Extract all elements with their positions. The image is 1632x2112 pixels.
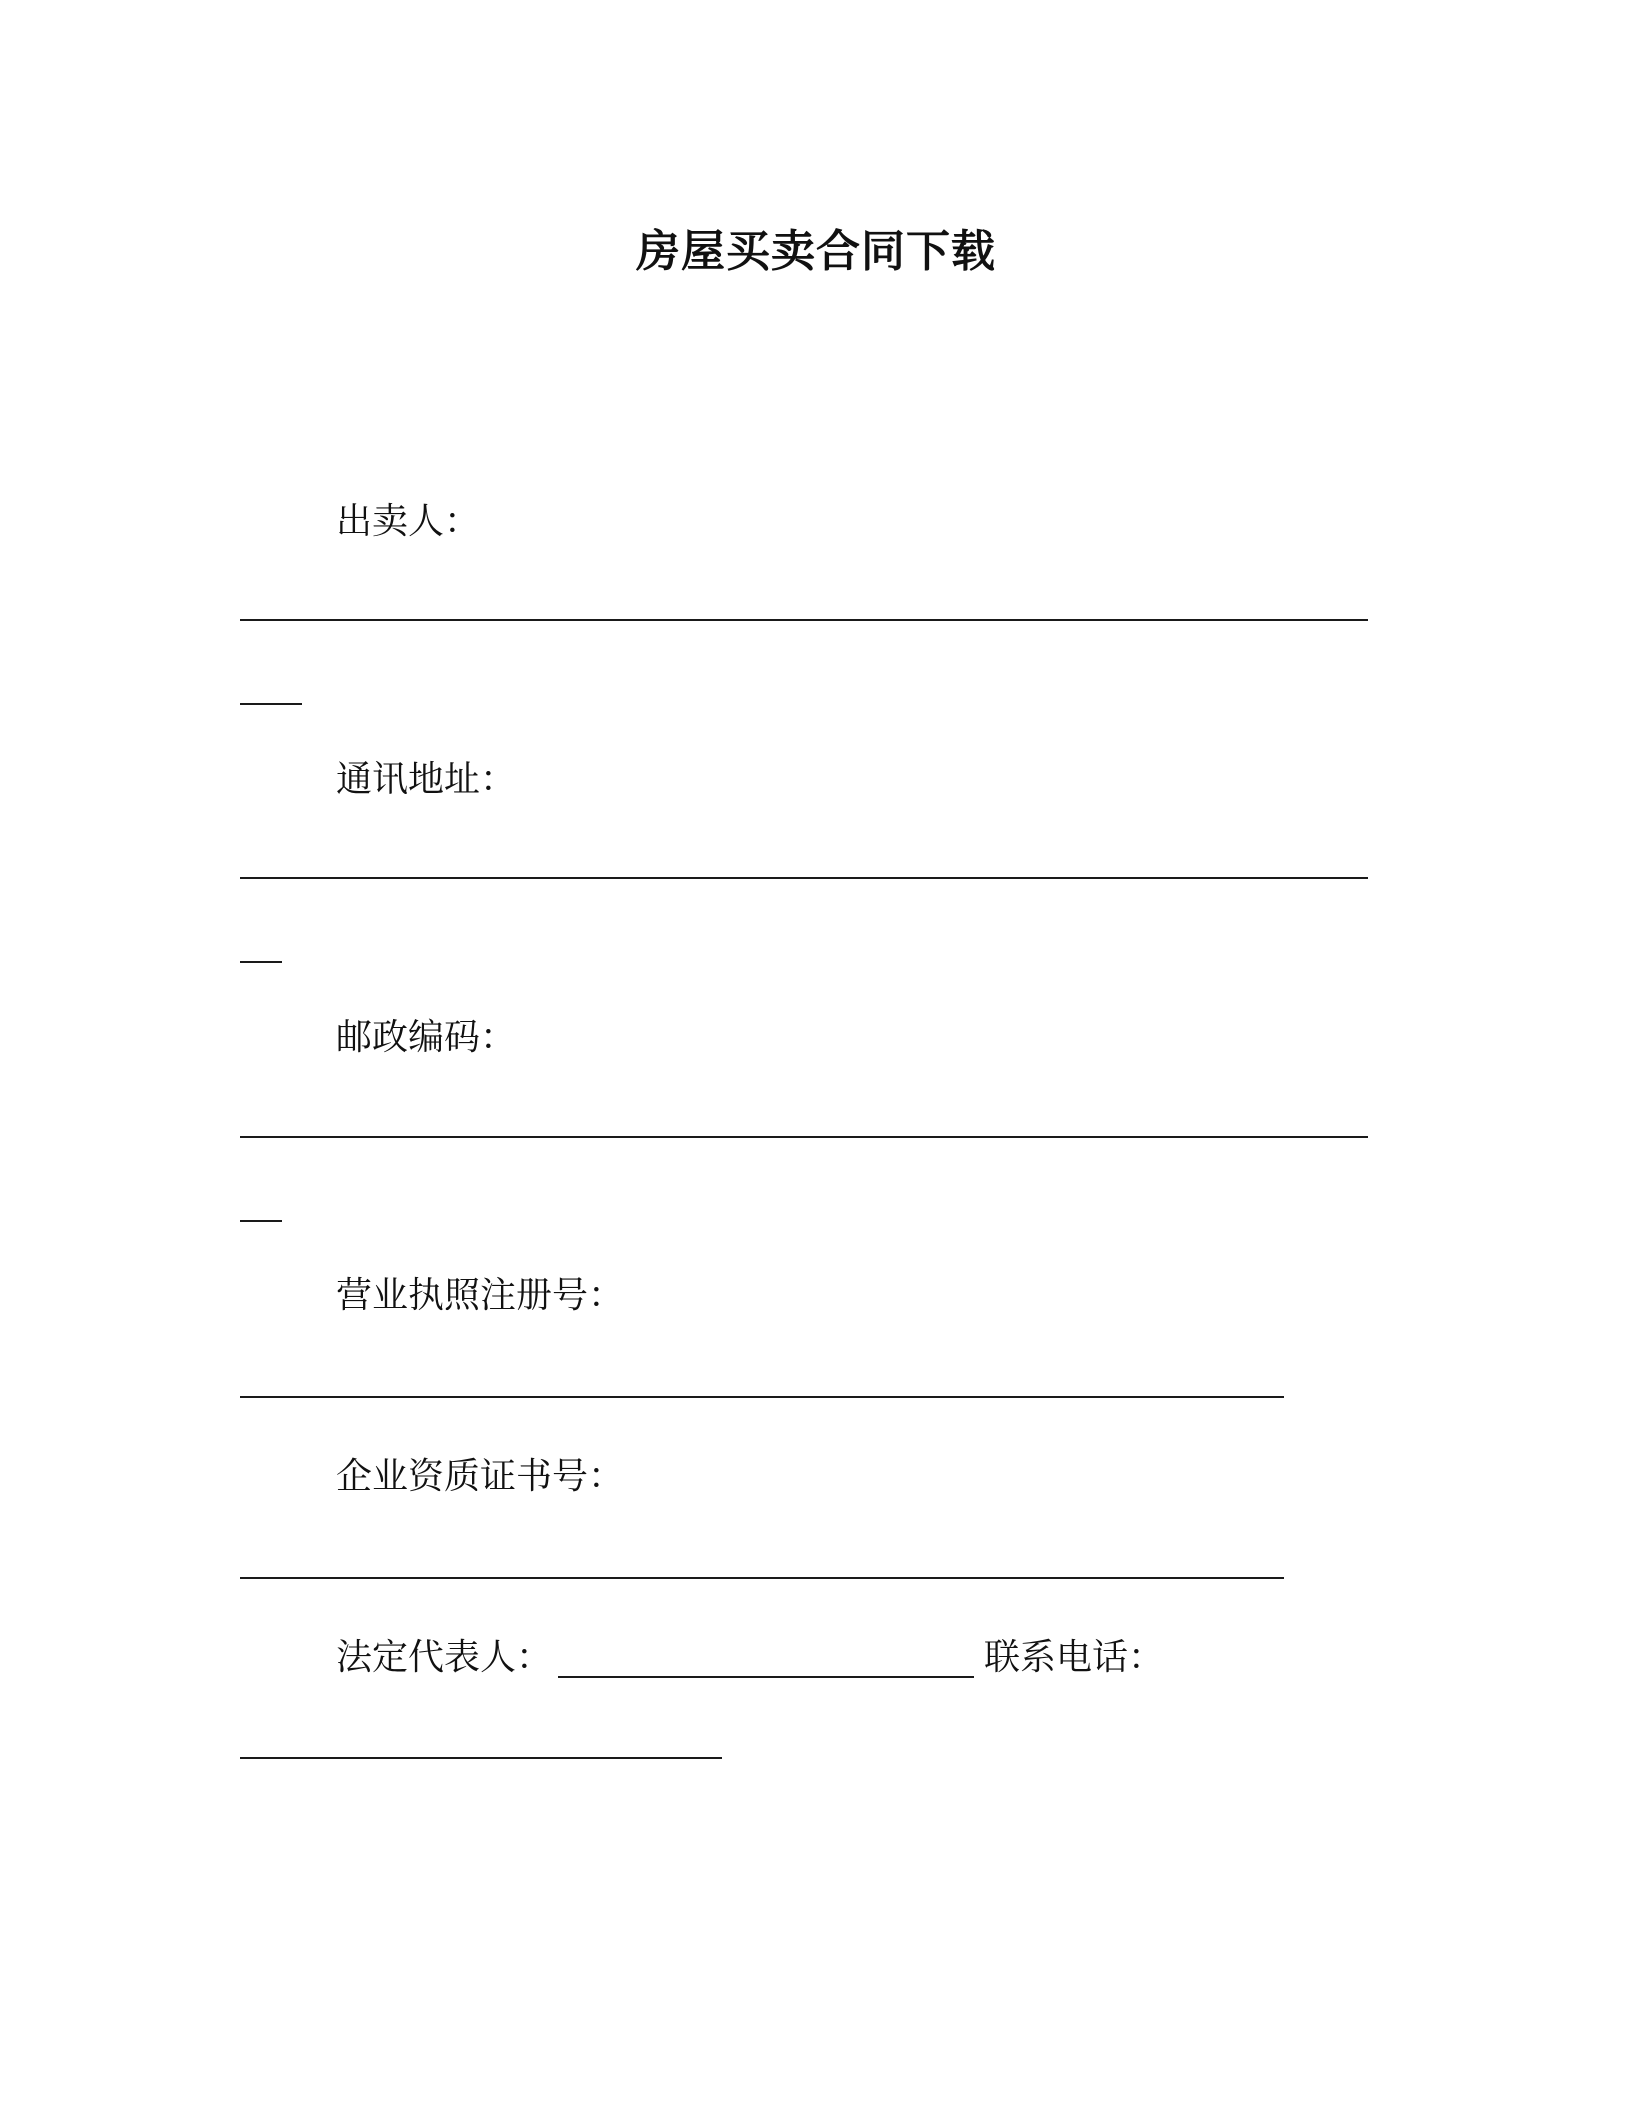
seller-label: 出卖人： xyxy=(336,501,481,542)
address-blank-line-continuation xyxy=(240,961,282,963)
legal-rep-blank-line xyxy=(558,1676,974,1678)
address-blank-line xyxy=(240,877,1368,879)
business-license-label: 营业执照注册号： xyxy=(336,1275,625,1316)
qualification-cert-blank-line xyxy=(240,1577,1284,1579)
legal-rep-label: 法定代表人： xyxy=(336,1637,553,1678)
business-license-blank-line xyxy=(240,1396,1284,1398)
postcode-blank-line-continuation xyxy=(240,1220,282,1222)
seller-blank-line-continuation xyxy=(240,703,302,705)
document-title: 房屋买卖合同下载 xyxy=(636,226,996,277)
postcode-label: 邮政编码： xyxy=(336,1017,517,1058)
seller-blank-line xyxy=(240,619,1368,621)
postcode-blank-line xyxy=(240,1136,1368,1138)
address-label: 通讯地址： xyxy=(336,759,517,800)
phone-blank-line xyxy=(240,1757,722,1759)
phone-label: 联系电话： xyxy=(984,1637,1165,1678)
qualification-cert-label: 企业资质证书号： xyxy=(336,1456,625,1497)
